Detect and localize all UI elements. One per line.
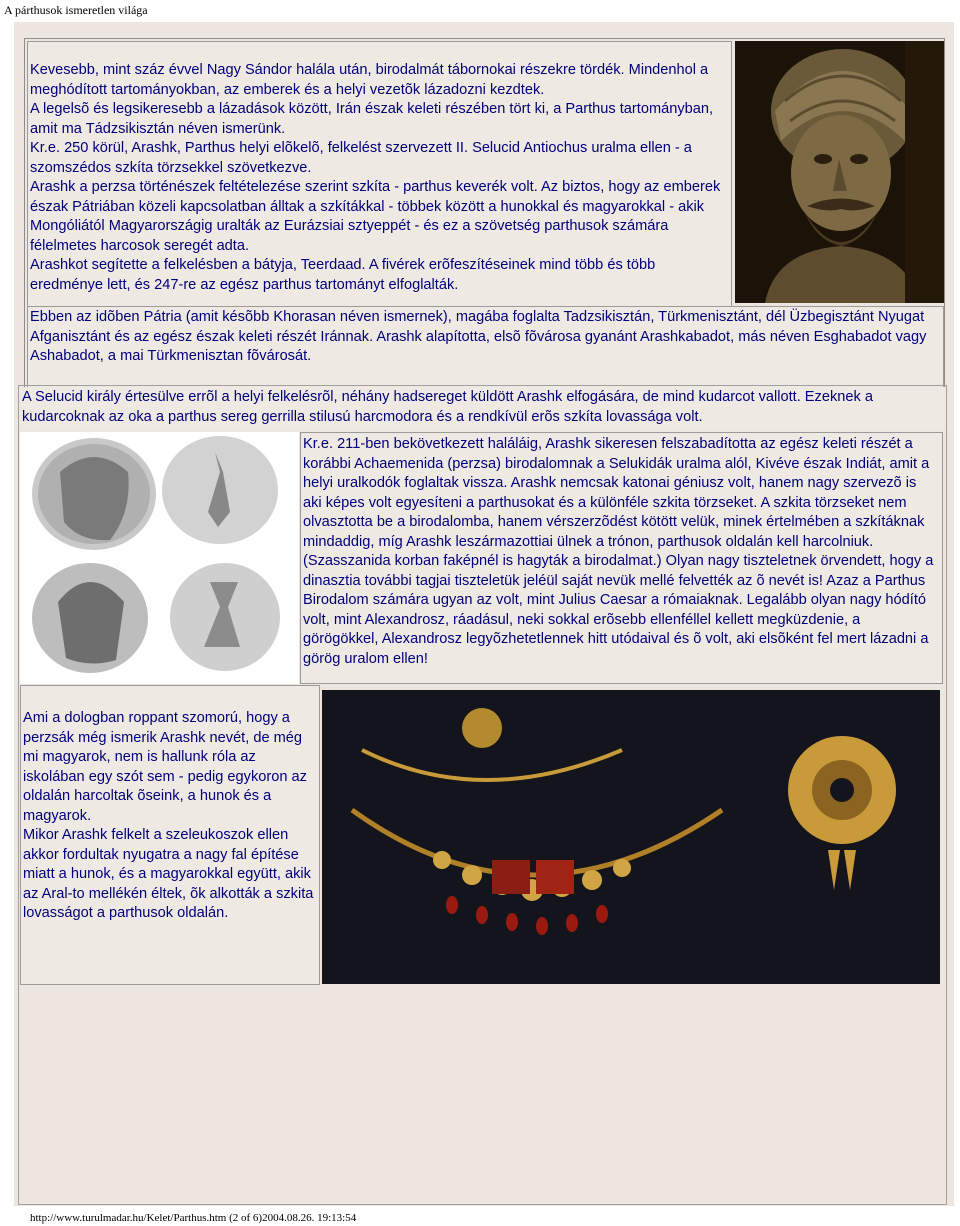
sad-paragraph-1: Ami a dologban roppant szomorú, hogy a perzsák még ismerik Arashk nevét, de még mi magyarok, nem is hallunk róla az iskolában egy szót sem - pedig egykoron az oldalán harcoltak õseink, a hunok és a magyarok. [23,710,307,824]
page-body [14,22,954,1206]
intro-paragraph-2: A legelsõ és legsikeresebb a lázadások között, Irán észak keleti részében tört ki, a Parthus tartományban, amit ma Tádzsikisztán néven ismerünk. [30,101,714,137]
selucid-paragraph: A Selucid király értesülve errõl a helyi felkelésrõl, néhány hadsereget küldött Arashk elfogására, de mind kudarcot vallott. Ezeknek a kudarcoknak az oka a parthus sereg gerrilla stilusú harcmodora és a rendkívül erõs szkíta lovassága volt. [22,389,873,425]
coins-image [20,432,299,684]
jewelry-image [322,690,940,984]
empty-bottom-cell [20,986,945,1202]
selucid-text-cell [20,387,945,431]
intro-text-cell [27,41,732,307]
statue-illustration [735,41,944,303]
sad-paragraph-2: Mikor Arashk felkelt a szeleukoszok ellen akkor fordultak nyugatra a nagy fal építése miatt a hunok, és a magyarokkal együtt, akik az Aral-to mellékén éltek, õk alkották a szkita lovasságot a parthusok oldalán. [23,827,314,921]
page-footer: http://www.turulmadar.hu/Kelet/Parthus.htm (2 of 6)2004.08.26. 19:13:54 [30,1212,357,1224]
intro-paragraph-5: Arashkot segítette a felkelésben a bátyja, Teerdaad. A fivérek erõfeszítéseinek mind több és több eredménye lett, és 247-re az egész parthus tartományt elfoglalták. [30,257,656,293]
intro-paragraph-4: Arashk a perzsa történészek feltételezése szerint szkíta - parthus keverék volt. Az biztos, hogy az emberek észak Pátriában közeli kapcsolatban álltak a szkítákkal - többek között a hunokkal és magyarokkal - akik Mongóliától Magyarországig uralták az Eurázsiai sztyeppét - és ez a szövetség parthusok számára félelmetes harcosok seregét adta. [30,179,721,254]
arashk-paragraph: Kr.e. 211-ben bekövetkezett haláláig, Arashk sikeresen felszabadította az egész keleti részét a korábbi Achaemenida (perzsa) birodalomnak a Selukidák uralma alól, Kivéve észak Indiát, amit a helyi uralkodók foglaltak vissza. Arashk nemcsak katonai géniusz volt, hanem nagy szervezõ is aki képes volt egyesíteni a parthusokat és a különféle szkita törzseket. A szkita törzseket nem olvasztotta be a birodalomba, hanem vérszerzõdést kötött velük, minek értelmében a szkítáknak mindaddig, míg Arashk leszármazottiai ülnek a trónon, parthusok oldalán kell harcolniuk. (Szasszanida korban faképnél is hagyták a birodalmat.) Olyan nagy tiszteletnek örvendett, hogy a dinasztia további tagjai tiszteletük jeléül saját nevük mellé felvették az õ nevét is! Azaz a Parthus Birodalom számára ugyan az volt, mint Julius Caesar a rómaiaknak. Legalább olyan nagy hódító volt, mint Alexandrosz, ráadásul, neki sokkal erõsebb ellenféllel kellett megküzdenie, a görögökkel, Alexandrosz legyõzhetetlennek hitt utódaival és õ volt, aki elsõként fel mert lázadni a görög uralom ellen! [303,436,934,667]
pathia-text-cell [27,306,944,390]
intro-paragraph-3: Kr.e. 250 körül, Arashk, Parthus helyi elõkelõ, felkelést szervezett II. Selucid Antiochus uralma ellen - a szomszédos szkíta törzsekkel szövetkezve. [30,140,692,176]
page-header: A párthusok ismeretlen világa [4,3,148,17]
intro-paragraph-1: Kevesebb, mint száz évvel Nagy Sándor halála után, birodalmát tábornokai részekre tördék. Mindenhol a meghódított tartományokban, az emberek és a helyi vezetõk lázadozni kezdtek. [30,62,709,98]
jewelry-illustration [322,690,940,984]
coins-illustration [20,432,299,684]
statue-image [735,41,944,303]
arashk-text-cell [300,432,943,684]
pathia-paragraph: Ebben az idõben Pátria (amit késõbb Khorasan néven ismernek), magába foglalta Tadzsikisztán, Türkmenisztánt, dél Üzbegisztánt Nyugat Afganisztánt és az egész észak keleti részét Iránnak. Arashk alapította, elsõ fõvárosa gyanánt Arashkabadot, más néven Esghabadot vagy Ashabadot, a mai Türkmenisztan fõvárosát. [30,309,927,364]
sad-text-cell [20,685,320,985]
